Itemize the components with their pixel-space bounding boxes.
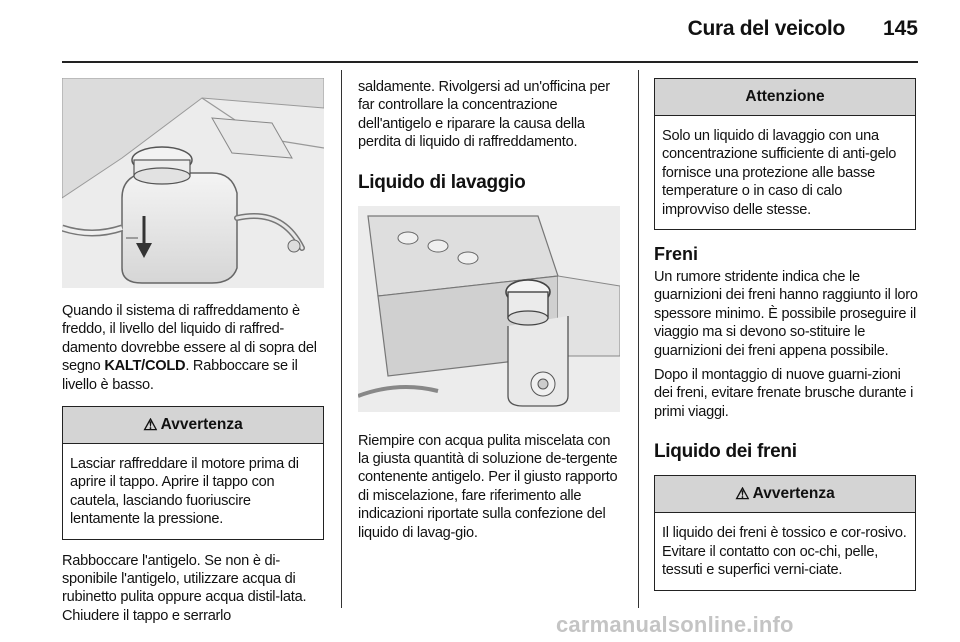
coolant-reservoir-illustration	[62, 78, 324, 288]
coolant-mark-label: KALT/COLD	[104, 358, 186, 375]
washer-reservoir-illustration	[358, 206, 620, 412]
warning-triangle-icon: ⚠	[735, 486, 750, 504]
attention-box: Attenzione Solo un liquido di lavaggio con una concentrazione sufficiente di anti-gelo fornisce una protezione alle basse temperature o in caso di calo improvviso delle stesse.	[654, 78, 916, 230]
warning-text: Lasciar raffreddare il motore prima di aprire il tappo. Aprire il tappo con cautela, lasciando fuoriuscire lentamente la pressione.	[70, 456, 299, 528]
warning-box: ⚠ Avvertenza Il liquido dei freni è tossico e cor-rosivo. Evitare il contatto con oc-chi, pelle, tessuti e superfici verni-ciate.	[654, 475, 916, 590]
section-heading: Freni	[654, 244, 699, 265]
column-3	[654, 78, 918, 591]
body-paragraph: Riempire con acqua pulita miscelata con la giusta quantità di soluzione de-tergente contenente antigelo. Per il giusto rapporto di miscelazione, fare riferimento alle indicazioni riportate sulla confezione del liquido di lavag-gio.	[358, 432, 618, 541]
body-paragraph: Rabboccare l'antigelo. Se non è di-sponibile l'antigelo, utilizzare acqua di rubinetto pulita oppure acqua distil-lata. Chiudere il tappo e serrarlo	[62, 552, 307, 624]
page-header	[0, 0, 960, 62]
page-number: 145	[882, 17, 918, 40]
column-divider	[341, 70, 342, 608]
warning-text: Il liquido dei freni è tossico e cor-rosivo. Evitare il contatto con oc-chi, pelle, tessuti e superfici verni-ciate.	[662, 525, 907, 579]
warning-triangle-icon: ⚠	[143, 417, 158, 435]
column-2	[358, 78, 622, 542]
body-paragraph: Quando il sistema di raffreddamento è freddo, il livello del liquido di raffred-damento dovrebbe essere al di sopra del segno KALT/COLD. Rabboccare se il livello è basso.	[62, 303, 317, 393]
attention-text: Solo un liquido di lavaggio con una concentrazione sufficiente di anti-gelo fornisce una protezione alle basse temperature o in caso di calo improvviso delle stesse.	[662, 128, 897, 218]
body-paragraph: saldamente. Rivolgersi ad un'officina per far controllare la concentrazione dell'antigelo e riparare la causa della perdita di liquido di raffreddamento.	[358, 79, 610, 151]
section-heading: Liquido dei freni	[654, 441, 797, 463]
body-paragraph: Dopo il montaggio di nuove guarni-zioni dei freni, evitare frenate brusche durante i primi viaggi.	[654, 367, 914, 420]
body-paragraph: Un rumore stridente indica che le guarnizioni dei freni hanno raggiunto il loro spessore minimo. È possibile proseguire il viaggio ma si devono so-stituire le guarnizioni dei freni appena possibile.	[654, 269, 918, 359]
warning-box: ⚠ Avvertenza Lasciar raffreddare il motore prima di aprire il tappo. Aprire il tappo con cautela, lasciando fuoriuscire lentamente la pressione.	[62, 406, 324, 540]
section-heading: Liquido di lavaggio	[358, 171, 526, 193]
column-divider	[638, 70, 639, 608]
section-title: Cura del veicolo	[687, 17, 845, 40]
header-rule	[62, 61, 918, 63]
column-1	[62, 78, 324, 625]
watermark: carmanualsonline.info	[556, 612, 794, 637]
